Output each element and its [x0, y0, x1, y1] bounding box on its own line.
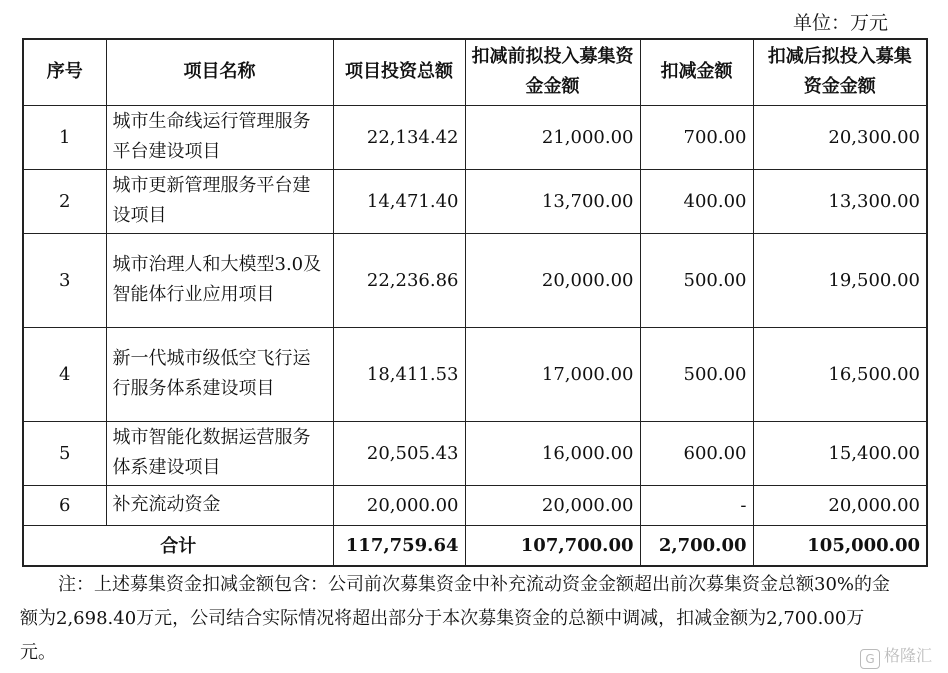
cell-deduct: 500.00 [640, 327, 753, 421]
total-row [23, 525, 927, 566]
cell-no: 3 [23, 233, 106, 327]
table-row [23, 105, 927, 169]
cell-no: 6 [23, 485, 106, 525]
cell-name: 城市智能化数据运营服务体系建设项目 [106, 421, 333, 485]
unit-label: 单位：万元 [792, 12, 888, 34]
cell-after: 13,300.00 [753, 169, 927, 233]
cell-name: 城市更新管理服务平台建设项目 [106, 169, 333, 233]
cell-name: 城市治理人和大模型3.0及智能体行业应用项目 [106, 233, 333, 327]
cell-total: 20,000.00 [333, 485, 465, 525]
cell-total: 14,471.40 [333, 169, 465, 233]
footnote: 注：上述募集资金扣减金额包含：公司前次募集资金中补充流动资金金额超出前次募集资金总额30%的金额为2,698.40万元，公司结合实际情况将超出部分于本次募集资金的总额中调减，扣减金额为2,700.00万元。 [20, 574, 891, 663]
cell-deduct: - [640, 485, 753, 525]
header-total: 项目投资总额 [333, 39, 465, 105]
total-deduct: 2,700.00 [640, 525, 753, 566]
cell-total: 22,134.42 [333, 105, 465, 169]
cell-before: 17,000.00 [465, 327, 640, 421]
cell-no: 2 [23, 169, 106, 233]
total-before: 107,700.00 [465, 525, 640, 566]
header-deduct: 扣减金额 [640, 39, 753, 105]
cell-after: 20,000.00 [753, 485, 927, 525]
total-amount: 117,759.64 [333, 525, 465, 566]
cell-before: 21,000.00 [465, 105, 640, 169]
watermark [860, 643, 932, 669]
header-before: 扣减前拟投入募集资金金额 [465, 39, 640, 105]
cell-deduct: 500.00 [640, 233, 753, 327]
cell-before: 16,000.00 [465, 421, 640, 485]
table-row [23, 233, 927, 327]
fundraising-table [22, 38, 928, 567]
cell-before: 20,000.00 [465, 233, 640, 327]
table-row [23, 485, 927, 525]
cell-deduct: 400.00 [640, 169, 753, 233]
cell-no: 5 [23, 421, 106, 485]
cell-after: 20,300.00 [753, 105, 927, 169]
cell-before: 20,000.00 [465, 485, 640, 525]
cell-no: 1 [23, 105, 106, 169]
cell-no: 4 [23, 327, 106, 421]
cell-total: 18,411.53 [333, 327, 465, 421]
table-row [23, 421, 927, 485]
watermark-text: 格隆汇 [883, 646, 932, 665]
cell-name: 补充流动资金 [106, 485, 333, 525]
cell-deduct: 600.00 [640, 421, 753, 485]
total-label: 合计 [23, 525, 333, 566]
header-no: 序号 [23, 39, 106, 105]
total-after: 105,000.00 [753, 525, 927, 566]
cell-before: 13,700.00 [465, 169, 640, 233]
cell-after: 19,500.00 [753, 233, 927, 327]
table-row [23, 169, 927, 233]
g-logo-icon: G [860, 649, 880, 669]
header-row [23, 39, 927, 105]
header-after: 扣减后拟投入募集资金金额 [753, 39, 927, 105]
cell-name: 城市生命线运行管理服务平台建设项目 [106, 105, 333, 169]
cell-total: 22,236.86 [333, 233, 465, 327]
cell-total: 20,505.43 [333, 421, 465, 485]
cell-name: 新一代城市级低空飞行运行服务体系建设项目 [106, 327, 333, 421]
cell-deduct: 700.00 [640, 105, 753, 169]
cell-after: 16,500.00 [753, 327, 927, 421]
table-row [23, 327, 927, 421]
cell-after: 15,400.00 [753, 421, 927, 485]
header-name: 项目名称 [106, 39, 333, 105]
